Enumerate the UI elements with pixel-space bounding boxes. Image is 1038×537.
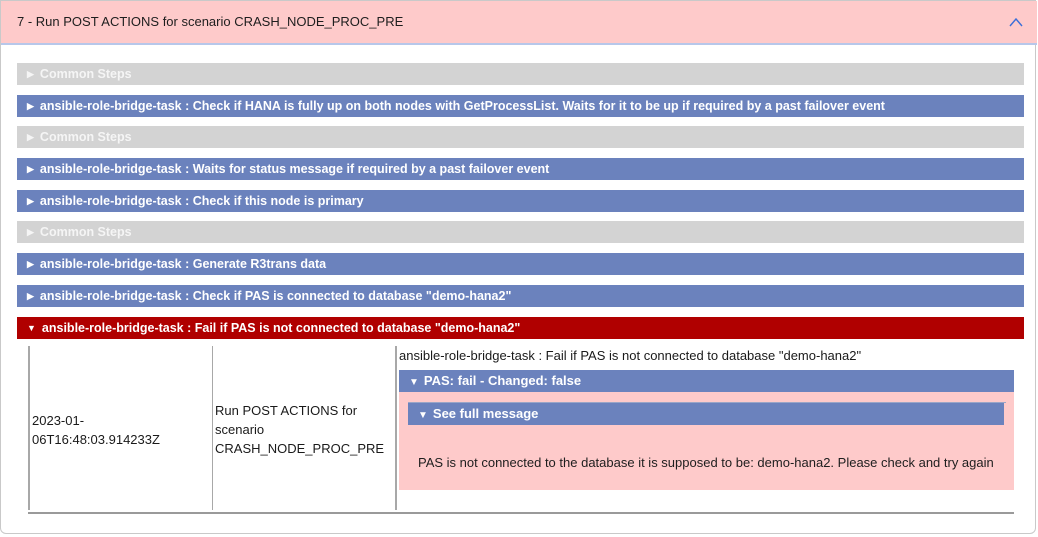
pas-result-box <box>399 370 1014 490</box>
row-label: ansible-role-bridge-task : Waits for status message if required by a past failover event <box>39 162 550 176</box>
scenario-name: Run POST ACTIONS for scenario CRASH_NODE_PROC_PRE <box>215 403 385 456</box>
common-steps-row[interactable] <box>17 126 1024 148</box>
row-label: ansible-role-bridge-task : Generate R3trans data <box>39 257 327 271</box>
timestamp: 2023-01-06T16:48:03.914233Z <box>32 413 160 447</box>
row-label: ansible-role-bridge-task : Fail if PAS is not connected to database "demo-hana2" <box>41 321 521 335</box>
common-steps-row[interactable] <box>17 221 1024 243</box>
task-detail-table <box>28 346 1014 514</box>
panel-title: 7 - Run POST ACTIONS for scenario CRASH_NODE_PROC_PRE <box>17 14 404 29</box>
triangle-right-icon: ▶ <box>27 69 34 79</box>
pas-result-label: PAS: fail - Changed: false <box>423 373 582 388</box>
common-steps-row[interactable] <box>17 63 1024 85</box>
row-label: ansible-role-bridge-task : Check if PAS is connected to database "demo-hana2" <box>39 289 512 303</box>
triangle-right-icon: ▶ <box>27 291 34 301</box>
task-row[interactable] <box>17 285 1024 307</box>
panel-header[interactable] <box>1 1 1037 45</box>
task-row[interactable] <box>17 253 1024 275</box>
triangle-right-icon: ▶ <box>27 132 34 142</box>
row-label: Common Steps <box>39 67 132 81</box>
task-row[interactable] <box>17 158 1024 180</box>
pas-result-toggle[interactable] <box>399 370 1014 392</box>
triangle-down-icon: ▼ <box>27 323 36 333</box>
timestamp-cell <box>28 346 212 510</box>
task-row[interactable] <box>17 190 1024 212</box>
triangle-right-icon: ▶ <box>27 101 34 111</box>
triangle-right-icon: ▶ <box>27 196 34 206</box>
triangle-down-icon: ▼ <box>418 410 428 421</box>
full-message-label: See full message <box>432 406 539 421</box>
error-message: PAS is not connected to the database it is supposed to be: demo-hana2. Please check and try again <box>418 455 994 470</box>
failed-task-row[interactable] <box>17 317 1024 339</box>
chevron-up-icon[interactable] <box>1009 17 1023 27</box>
task-body-cell <box>395 346 1014 510</box>
scenario-cell <box>212 346 395 510</box>
full-message-box <box>408 402 1006 486</box>
triangle-right-icon: ▶ <box>27 259 34 269</box>
row-label: ansible-role-bridge-task : Check if this node is primary <box>39 194 364 208</box>
task-title: ansible-role-bridge-task : Fail if PAS is not connected to database "demo-hana2" <box>399 348 862 363</box>
row-label: Common Steps <box>39 130 132 144</box>
triangle-right-icon: ▶ <box>27 227 34 237</box>
row-label: Common Steps <box>39 225 132 239</box>
task-row[interactable] <box>17 95 1024 117</box>
triangle-down-icon: ▼ <box>409 377 419 388</box>
triangle-right-icon: ▶ <box>27 164 34 174</box>
full-message-toggle[interactable] <box>408 403 1004 425</box>
row-label: ansible-role-bridge-task : Check if HANA is fully up on both nodes with GetProcessList. Waits for it to be up if required by a past failover event <box>39 99 885 113</box>
